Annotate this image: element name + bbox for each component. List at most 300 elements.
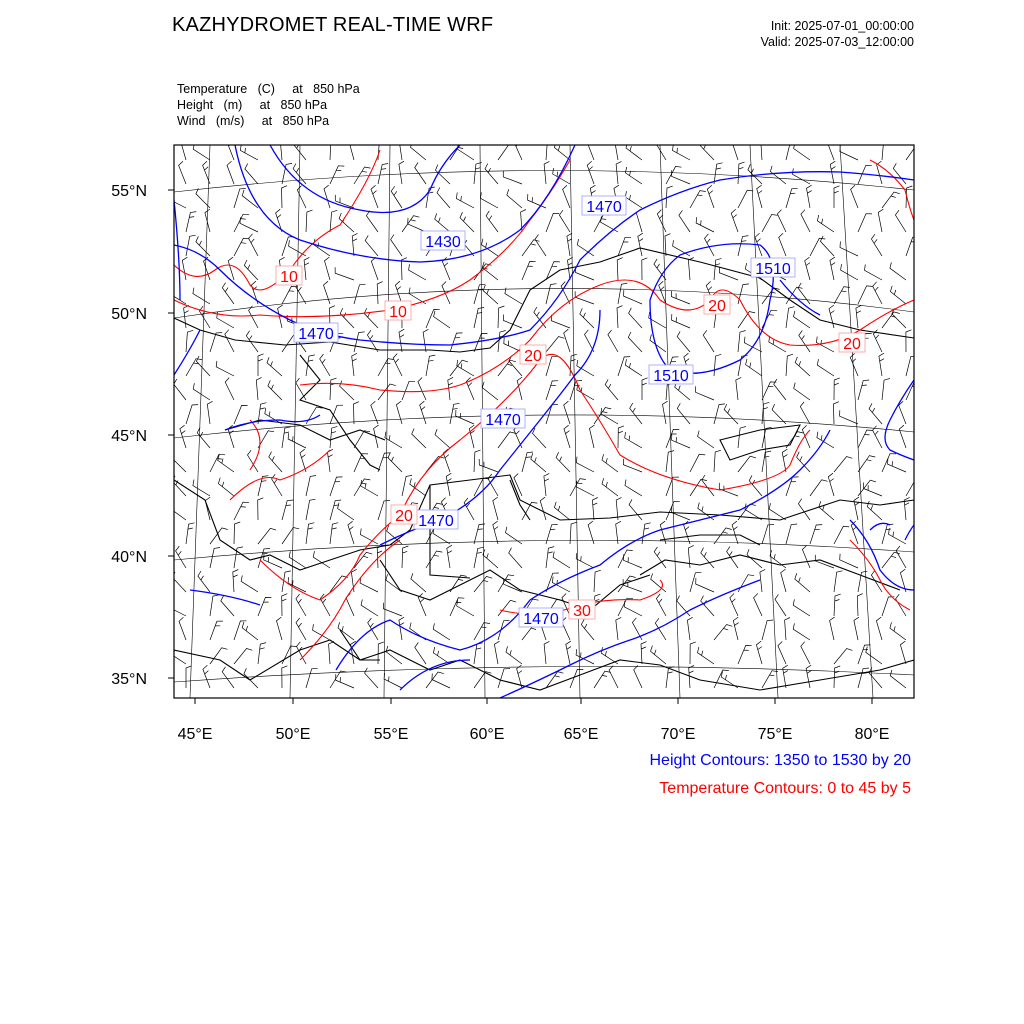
wind-barb (802, 425, 810, 448)
wind-barb (762, 525, 774, 545)
wind-barb (830, 617, 835, 640)
wind-barb (553, 552, 570, 569)
wind-barb (423, 329, 428, 352)
wind-barb (546, 672, 563, 688)
wind-barb (805, 257, 810, 280)
wind-barb (411, 573, 426, 592)
wind-barb (707, 185, 714, 208)
wind-barb (296, 594, 306, 616)
wind-barb (858, 668, 869, 688)
wind-barb (625, 432, 642, 448)
wind-barb (770, 550, 786, 568)
wind-barb (738, 190, 753, 208)
temperature-label: 20 (524, 348, 542, 365)
wind-barb (360, 577, 378, 592)
wind-barb (879, 353, 884, 376)
wind-barb (546, 404, 558, 424)
wind-barb (762, 215, 778, 233)
wind-barb (559, 210, 570, 232)
wind-barb (460, 212, 474, 232)
wind-barb (402, 381, 415, 400)
wind-barb (296, 618, 306, 640)
wind-barb (738, 646, 752, 665)
wind-barb (834, 287, 850, 304)
wind-barb (393, 354, 402, 376)
wind-barb (840, 241, 858, 256)
wind-barb (757, 185, 762, 208)
wind-barb (186, 235, 196, 256)
wind-barb (576, 457, 594, 472)
wind-barb (474, 308, 484, 329)
wind-barb (810, 480, 828, 496)
wind-barb (442, 257, 450, 280)
wind-barb (724, 404, 738, 424)
wind-barb (289, 240, 306, 256)
wind-barb (330, 166, 344, 184)
wind-barb (256, 377, 261, 400)
wind-barb (474, 284, 485, 304)
wind-barb (198, 571, 210, 592)
wind-barb (810, 525, 822, 544)
wind-barb (688, 545, 693, 568)
wind-barb (781, 569, 786, 592)
wind-barb (474, 643, 483, 664)
wind-barb (240, 145, 258, 161)
wind-barb (800, 402, 810, 424)
wind-barb (412, 429, 426, 449)
wind-barb (435, 213, 450, 232)
wind-barb (330, 671, 347, 688)
lon-label-65: 65°E (563, 726, 599, 743)
wind-barb (447, 545, 452, 568)
lat-label-55: 55°N (111, 183, 147, 200)
wind-barb (168, 193, 186, 208)
wind-barb (282, 286, 297, 304)
wind-barb (554, 502, 570, 520)
height-label: 1430 (425, 234, 461, 251)
wind-barb (666, 166, 682, 184)
wind-barb (714, 354, 721, 376)
wind-barb (738, 427, 746, 449)
wind-barb (210, 621, 223, 640)
wind-barb (234, 648, 252, 664)
wind-barb (858, 430, 873, 448)
wind-barb (306, 210, 313, 232)
wind-barb (876, 617, 882, 640)
wind-barb (234, 238, 249, 256)
wind-barb (354, 454, 368, 472)
wind-barb (218, 455, 234, 472)
wind-barb (385, 432, 402, 448)
wind-barb (779, 233, 786, 256)
height-label: 1510 (653, 368, 689, 385)
wind-barb (672, 170, 691, 184)
wind-barb (576, 267, 595, 281)
wind-barb (338, 503, 354, 520)
wind-barb (786, 524, 797, 544)
wind-barb (651, 646, 667, 664)
wind-barb (330, 426, 337, 448)
wind-barb (890, 670, 906, 688)
temperature-label: 10 (389, 304, 407, 321)
wind-barb (282, 186, 288, 208)
wind-barb (618, 550, 633, 568)
wind-barb (433, 623, 450, 640)
wind-barb (481, 192, 499, 208)
wind-barb (328, 449, 333, 472)
wind-barb (733, 617, 738, 640)
wind-barb (399, 137, 404, 160)
wind-barb (349, 137, 354, 160)
wind-barb (738, 236, 748, 256)
wind-barb (203, 665, 210, 688)
wind-barb (282, 646, 297, 664)
height-labels (294, 196, 795, 628)
wind-barb (383, 603, 402, 616)
wind-barb (746, 359, 762, 376)
wind-barb (834, 526, 849, 544)
wind-barb (802, 545, 810, 568)
wind-barb (665, 234, 671, 256)
wind-barb (587, 137, 594, 160)
wind-barb (580, 308, 594, 328)
wind-barb (509, 548, 522, 568)
wind-barb (207, 401, 212, 424)
wind-barb (576, 553, 594, 568)
wind-barb (679, 210, 690, 232)
wind-barb (888, 458, 906, 472)
wind-barb (624, 290, 642, 304)
wind-barb (498, 144, 515, 160)
wind-barb (366, 211, 378, 232)
wind-barb (227, 137, 234, 160)
field-wind: Wind (m/s) at 850 hPa (177, 114, 330, 128)
temperature-label: 10 (280, 269, 298, 286)
wind-barb (506, 527, 523, 544)
wind-barb (277, 617, 283, 640)
wind-barb (361, 480, 378, 496)
wind-barb (306, 668, 318, 688)
wind-barb (703, 330, 714, 352)
wind-barb (672, 434, 690, 448)
wind-barb (176, 546, 186, 568)
wind-barb (577, 239, 594, 256)
wind-barb (605, 379, 618, 400)
wind-barb (418, 378, 426, 401)
wind-barb (854, 617, 859, 640)
wind-barb (384, 673, 402, 688)
wind-barb (690, 454, 705, 472)
wind-barb (378, 453, 390, 472)
wind-barb (807, 185, 812, 208)
wind-barb (601, 216, 618, 232)
wind-barb (714, 625, 732, 641)
wind-barb (186, 523, 195, 544)
wind-barb (437, 188, 450, 209)
wind-barb (221, 596, 234, 616)
wind-barb (663, 401, 668, 424)
wind-barb (829, 305, 834, 328)
wind-barb (834, 378, 840, 400)
wind-barb (234, 406, 248, 425)
wind-barb (756, 641, 762, 664)
wind-barb (546, 213, 559, 232)
height-label: 1470 (523, 611, 559, 628)
wind-barb (306, 523, 314, 544)
wind-barb (793, 623, 810, 640)
wind-barb (834, 571, 843, 592)
lon-label-80: 80°E (854, 726, 890, 743)
temperature-label: 20 (708, 298, 726, 315)
wind-barb (199, 306, 210, 328)
wind-barb (474, 576, 492, 592)
wind-barb (786, 307, 794, 328)
wind-barb (546, 356, 558, 376)
wind-barb (690, 479, 707, 496)
wind-barb (551, 315, 570, 328)
wind-barb (793, 599, 810, 616)
wind-barb (544, 473, 549, 496)
wind-barb (684, 521, 690, 544)
wind-barb (402, 216, 419, 232)
wind-barb (234, 214, 249, 232)
wind-barb (186, 405, 198, 424)
wind-barb (493, 521, 498, 544)
wind-barb (544, 161, 549, 184)
lon-label-55: 55°E (373, 726, 409, 743)
wind-barb (320, 354, 330, 376)
wind-barb (216, 361, 234, 376)
wind-barb (240, 217, 258, 232)
wind-barb (329, 642, 334, 665)
wind-barb (210, 648, 228, 664)
wind-barb (409, 264, 426, 280)
wind-barb (608, 330, 618, 352)
temperature-contours (174, 150, 914, 660)
wind-barb (361, 599, 378, 616)
wind-barb (364, 308, 378, 328)
wind-barb (225, 378, 234, 400)
wind-barb (402, 475, 412, 496)
wind-barb (786, 188, 798, 208)
wind-barb (282, 500, 293, 520)
wind-barb (899, 401, 906, 424)
wind-barb (794, 311, 811, 328)
wind-barb (672, 314, 690, 328)
wind-barb (906, 330, 912, 352)
wind-barb (850, 353, 858, 376)
wind-barb (399, 329, 404, 352)
wind-barb (186, 212, 196, 232)
wind-barb (248, 450, 259, 472)
wind-barb (570, 522, 577, 544)
wind-barb (575, 291, 594, 304)
wind-barb (602, 478, 618, 496)
wind-barb (564, 401, 570, 424)
wind-barb (673, 240, 690, 256)
wind-barb (857, 594, 863, 616)
wind-barb (618, 357, 630, 376)
wind-barb (210, 595, 219, 616)
lon-label-60: 60°E (469, 726, 505, 743)
wind-barb (522, 262, 536, 281)
wind-barb (882, 379, 890, 401)
wind-barb (896, 546, 906, 568)
wind-barb (313, 624, 330, 640)
wind-barb (564, 329, 570, 352)
wind-barb (890, 262, 906, 280)
wind-barb (906, 382, 920, 400)
wind-barb (234, 502, 249, 520)
lat-label-45: 45°N (111, 428, 147, 445)
wind-barb (268, 380, 282, 400)
wind-barb (618, 426, 624, 448)
field-height: Height (m) at 850 hPa (177, 98, 328, 112)
wind-barb (234, 621, 246, 640)
lon-label-50: 50°E (275, 726, 311, 743)
wind-barb (628, 332, 642, 352)
height-label: 1470 (418, 513, 454, 530)
wind-barb (399, 161, 404, 184)
wind-barb (858, 456, 875, 472)
wind-barb (690, 642, 696, 664)
wind-barb (701, 548, 714, 568)
wind-barb (182, 257, 187, 280)
wind-barb (785, 618, 790, 641)
wind-barb (882, 552, 900, 568)
wind-barb (426, 355, 435, 376)
wind-barb (834, 457, 852, 473)
wind-barb (749, 475, 762, 496)
wind-barb (517, 377, 522, 400)
wind-barb (696, 578, 714, 592)
wind-barb (906, 144, 923, 160)
wind-barb (714, 404, 725, 424)
wind-barb (244, 668, 258, 688)
lon-label-70: 70°E (660, 726, 696, 743)
wind-barb (615, 137, 620, 160)
wind-barb (906, 237, 919, 256)
lat-label-35: 35°N (111, 671, 147, 688)
wind-barb (503, 171, 522, 184)
wind-barb (486, 211, 498, 232)
wind-barb (242, 622, 258, 640)
wind-barb (210, 548, 220, 569)
wind-barb (769, 503, 786, 520)
wind-barb (899, 425, 906, 448)
wind-barb (282, 427, 291, 448)
wind-barb (817, 215, 834, 232)
wind-barb (450, 598, 464, 616)
wind-barb (306, 499, 316, 520)
wind-barb (504, 315, 523, 329)
wind-barb (354, 479, 370, 496)
wind-barb (834, 594, 841, 616)
wind-barb (258, 498, 264, 520)
wind-barb (377, 282, 383, 304)
wind-barb (592, 498, 597, 521)
wind-barb (493, 497, 498, 520)
wind-barb (625, 359, 642, 376)
wind-barb (567, 233, 572, 256)
height-label: 1470 (298, 326, 334, 343)
wind-barb (544, 641, 549, 664)
wind-barb (330, 405, 343, 424)
wind-barb (871, 234, 882, 256)
valid-time: Valid: 2025-07-03_12:00:00 (760, 35, 914, 49)
wind-barb (840, 410, 858, 424)
wind-barb (282, 666, 288, 688)
wind-barb (700, 140, 714, 160)
wind-barb (795, 357, 810, 376)
wind-barb (656, 594, 666, 616)
wind-barb (828, 473, 834, 496)
wind-barb (801, 210, 810, 232)
wind-barb (234, 188, 246, 208)
wind-barb (498, 600, 516, 616)
wind-barb (866, 647, 882, 665)
wind-barb (900, 641, 906, 664)
wind-barb (241, 575, 258, 592)
wind-barb (864, 483, 883, 497)
wind-barb (793, 168, 811, 184)
wind-barb (498, 669, 510, 689)
wind-barb (795, 573, 810, 592)
wind-barb (304, 257, 309, 280)
wind-barb (677, 596, 690, 616)
wind-barb (714, 258, 722, 280)
wind-barb (320, 594, 330, 616)
wind-barb (677, 403, 690, 424)
wind-barb (841, 264, 858, 280)
wind-barb (485, 164, 498, 185)
temperature-label: 20 (843, 336, 861, 353)
wind-barb (616, 617, 621, 640)
wind-barb (210, 454, 225, 472)
wind-barb (546, 524, 558, 544)
wind-barb (282, 594, 288, 616)
wind-barb (234, 522, 240, 544)
wind-barb (280, 137, 285, 160)
wind-barb (638, 233, 643, 256)
wind-barb (744, 337, 762, 352)
wind-barb (435, 429, 450, 448)
height-legend: Height Contours: 1350 to 1530 by 20 (649, 752, 911, 769)
wind-barb (882, 138, 890, 160)
temperature-legend: Temperature Contours: 0 to 45 by 5 (659, 780, 911, 797)
lat-label-40: 40°N (111, 549, 147, 566)
wind-barb (269, 452, 282, 472)
wind-barb (833, 402, 839, 424)
wind-barb (882, 524, 893, 544)
wind-barb (258, 528, 276, 544)
wind-barb (282, 571, 291, 592)
wind-barb (348, 521, 354, 544)
wind-barb (354, 402, 360, 424)
wind-barb (228, 257, 234, 280)
wind-barb (193, 383, 210, 400)
wind-barb (770, 166, 786, 184)
wind-barb (378, 138, 385, 160)
wind-barb (714, 670, 729, 688)
wind-barb (873, 426, 882, 448)
wind-barb (890, 622, 906, 640)
wind-barb (258, 597, 271, 616)
wind-barb (378, 164, 388, 185)
wind-barb (340, 308, 354, 328)
wind-barb (775, 594, 786, 616)
wind-barb (360, 529, 378, 545)
